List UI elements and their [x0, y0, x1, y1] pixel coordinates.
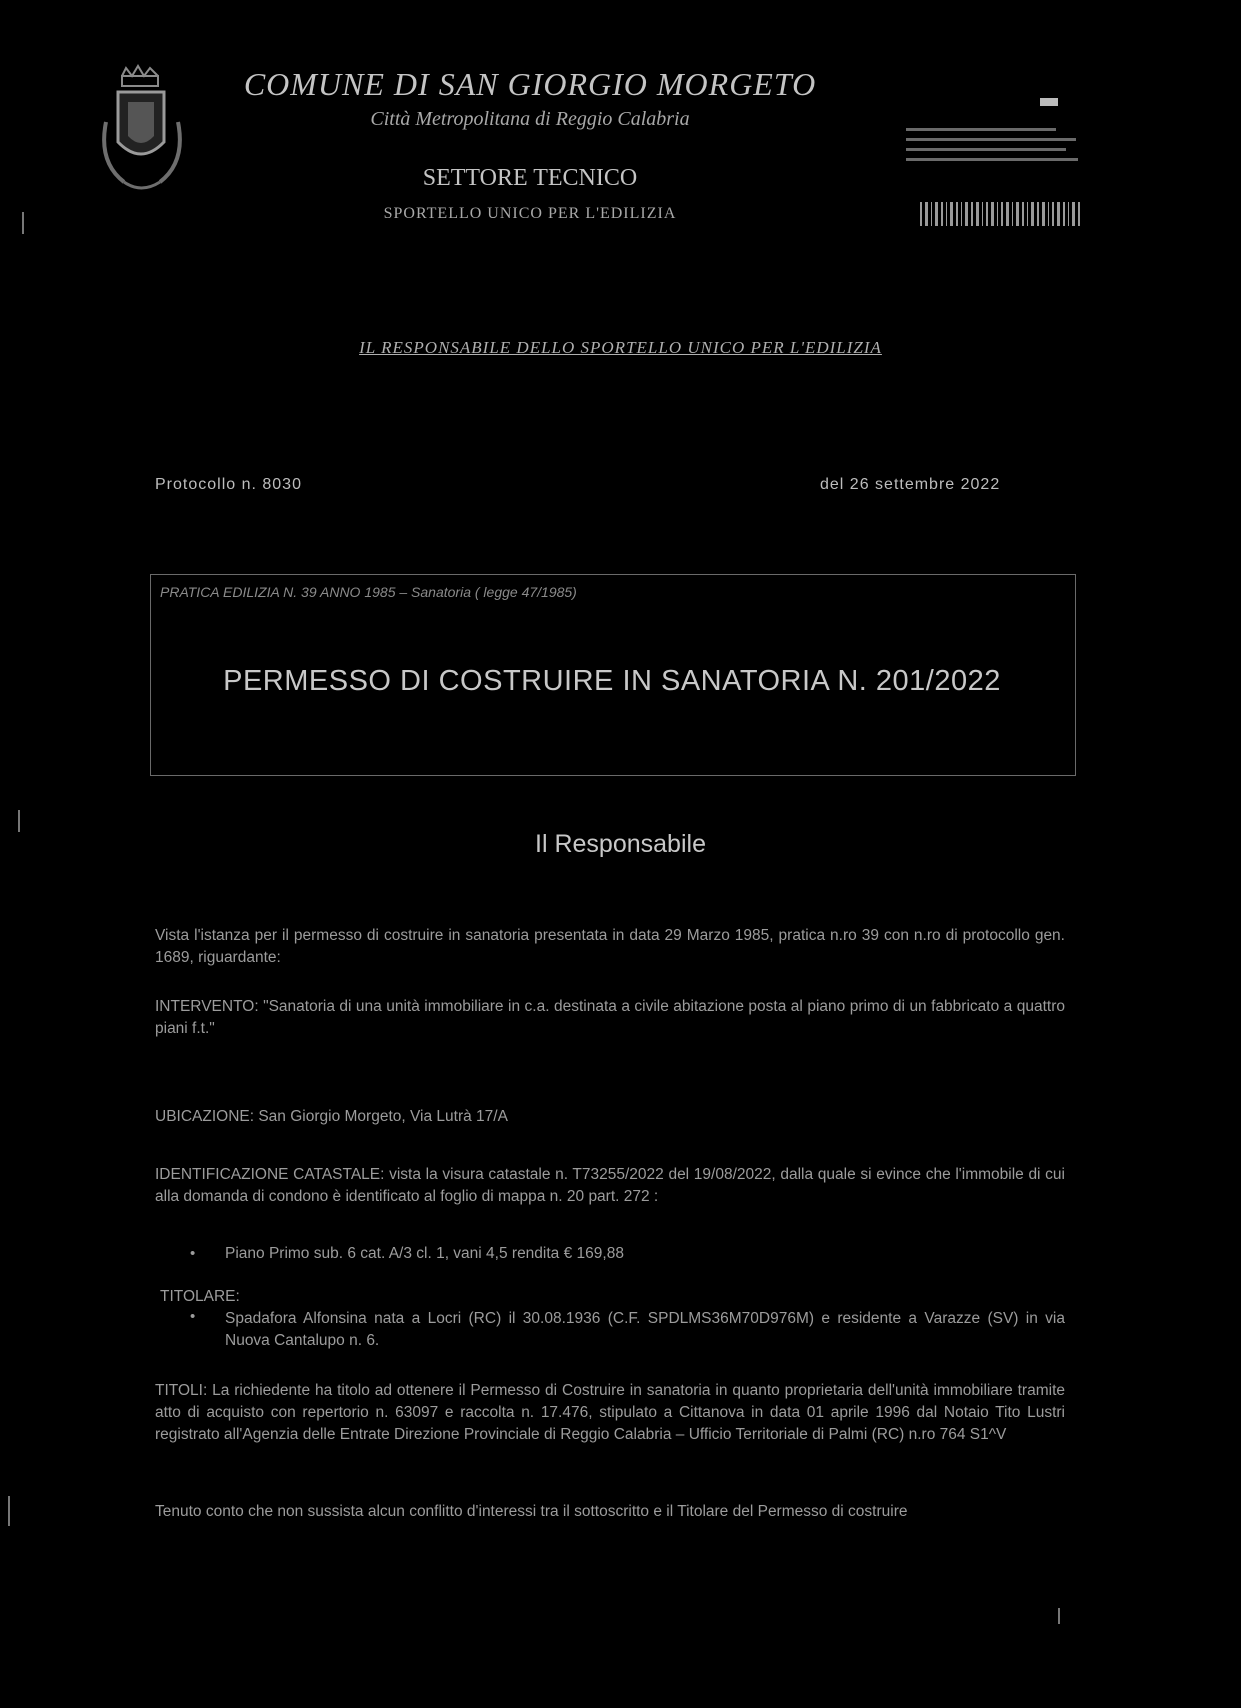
holder-item: Spadafora Alfonsina nata a Locri (RC) il 30.08.1936 (C.F. SPDLMS36M70D976M) e residente a Varazze (SV) in via Nuova Cantalupo n. 6. — [225, 1310, 1065, 1349]
municipality-name: COMUNE DI SAN GIORGIO MORGETO — [243, 66, 817, 102]
responsible-heading: IL RESPONSABILE DELLO SPORTELLO UNICO PER L'EDILIZIA — [359, 338, 882, 357]
protocol-number: Protocollo n. 8030 — [155, 476, 302, 493]
margin-mark — [1058, 1608, 1060, 1624]
section-title: Il Responsabile — [535, 830, 706, 858]
bullet-icon: • — [190, 1308, 196, 1325]
sector-name: SETTORE TECNICO — [422, 165, 638, 191]
holder-label: TITOLARE: — [160, 1288, 240, 1305]
bullet-icon: • — [190, 1245, 196, 1262]
cadastral-paragraph: IDENTIFICAZIONE CATASTALE: vista la visura catastale n. T73255/2022 del 19/08/2022, dalla quale si evince che l'immobile di cui alla domanda di condono è identificato al foglio di mappa n. 20 part. 272 : — [155, 1166, 1065, 1205]
intervention-paragraph: INTERVENTO: "Sanatoria di una unità immobiliare in c.a. destinata a civile abitazione posta al piano primo di un fabbricato a quattro piani f.t." — [155, 998, 1065, 1037]
instance-paragraph: Vista l'istanza per il permesso di costruire in sanatoria presentata in data 29 Marzo 1985, pratica n.ro 39 con n.ro di protocollo gen. 1689, riguardante: — [155, 927, 1065, 966]
barcode-icon — [920, 202, 1080, 226]
protocol-date: del 26 settembre 2022 — [820, 476, 1001, 493]
margin-mark — [18, 810, 20, 832]
conflict-paragraph: Tenuto conto che non sussista alcun conflitto d'interessi tra il sottoscritto e il Titolare del Permesso di costruire — [155, 1503, 908, 1520]
location-paragraph: UBICAZIONE: San Giorgio Morgeto, Via Lutrà 17/A — [155, 1108, 508, 1125]
titles-paragraph: TITOLI: La richiedente ha titolo ad ottenere il Permesso di Costruire in sanatoria in quanto proprietaria dell'unità immobiliare tramite atto di acquisto con repertorio n. 63097 e raccolta n. 17.476, stipulato a Cittanova in data 01 aprile 1996 dal Notaio Tito Lustri registrato all'Agenzia delle Entrate Direzione Provinciale di Reggio Calabria – Ufficio Territoriale di Palmi (RC) n.ro 764 S1^V — [155, 1382, 1065, 1443]
cadastral-item: Piano Primo sub. 6 cat. A/3 cl. 1, vani 4,5 rendita € 169,88 — [225, 1245, 624, 1262]
margin-mark — [22, 212, 24, 234]
permit-title: PERMESSO DI COSTRUIRE IN SANATORIA N. 201/2022 — [223, 665, 1001, 697]
office-name: SPORTELLO UNICO PER L'EDILIZIA — [383, 205, 677, 222]
protocol-barcode-stamp — [900, 60, 1150, 240]
province-name: Città Metropolitana di Reggio Calabria — [370, 108, 690, 130]
margin-mark — [8, 1496, 10, 1526]
permit-reference: PRATICA EDILIZIA N. 39 ANNO 1985 – Sanatoria ( legge 47/1985) — [160, 584, 577, 600]
